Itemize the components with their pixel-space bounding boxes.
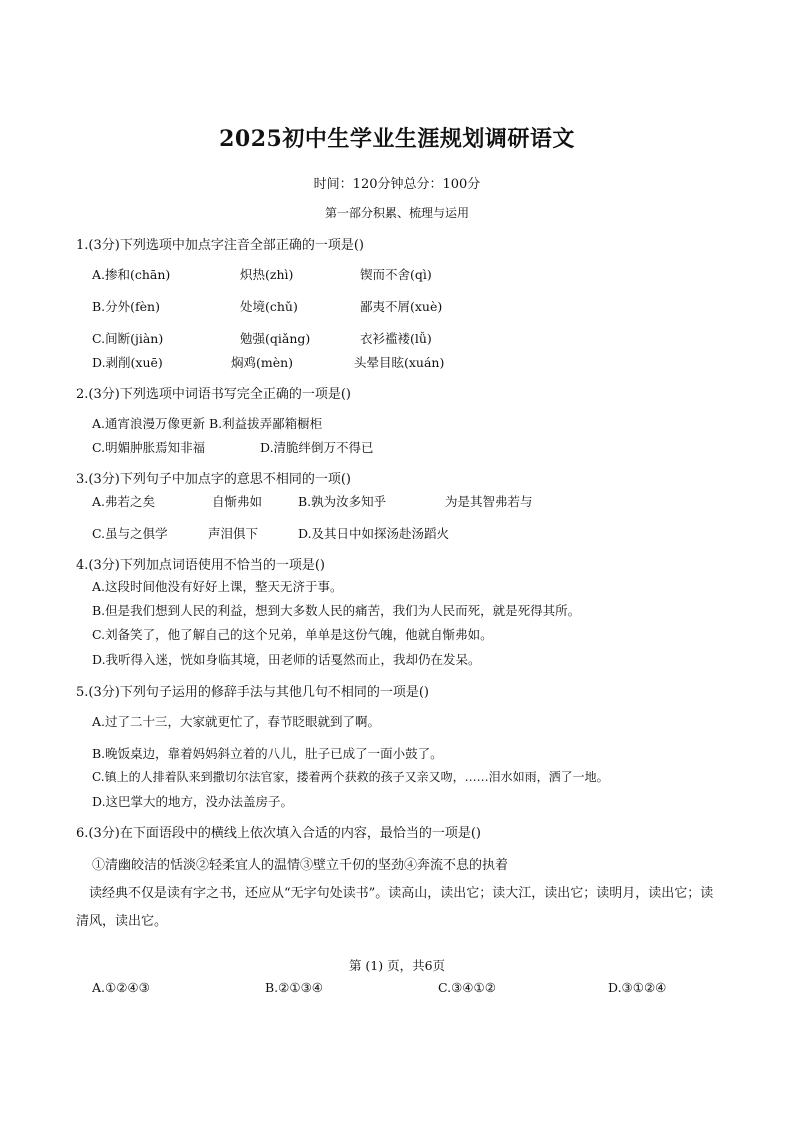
q4-option-d: D.我听得入迷，恍如身临其境，田老师的话戛然而止，我却仍在发呆。 [92, 652, 481, 667]
q1-option-b-item1: B.分外(fèn) [92, 299, 160, 314]
question-6-stem: 6.(3分)在下面语段中的横线上依次填入合适的内容，最恰当的一项是() [76, 826, 481, 841]
question-5-stem: 5.(3分)下列句子运用的修辞手法与其他几句不相同的一项是() [76, 685, 429, 700]
q3-option-c-item2: 声泪俱下 [208, 526, 259, 541]
q2-option-c: C.明媚肿胀焉知非福 [92, 440, 206, 455]
question-1-stem: 1.(3分)下列选项中加点字注音全部正确的一项是() [76, 238, 364, 253]
q6-passage: 读经典不仅是读有字之书，还应从“无字句处读书”。读高山，读出它；读大江，读出它；读明月，读出它；读清风，读出它。 [76, 886, 714, 929]
q2-options-ab: A.通宵浪漫万像更新 B.利益拔弄鄙箱橱柜 [92, 416, 323, 431]
q1-option-a-item2: 炽热(zhì) [240, 267, 294, 282]
q4-option-b: B.但是我们想到人民的利益，想到大多数人民的痛苦，我们为人民而死，就是死得其所。 [92, 603, 581, 618]
q6-answer-a: A.①②④③ [92, 980, 150, 995]
q1-option-c-item1: C.间断(jiàn) [92, 331, 164, 346]
q3-option-b-item1: B.孰为汝多知乎 [298, 494, 387, 509]
q3-option-a-item2: 自惭弗如 [212, 494, 263, 509]
q5-option-b: B.晚饭桌边，靠着妈妈斜立着的八儿，肚子已成了一面小鼓了。 [92, 746, 443, 761]
q1-option-d-item3: 头晕目眩(xuán) [354, 355, 445, 370]
q3-option-a-item1: A.弗若之矣 [92, 494, 156, 509]
q5-option-a: A.过了二十三，大家就更忙了，春节眨眼就到了啊。 [92, 714, 381, 729]
question-3-stem: 3.(3分)下列句子中加点字的意思不相同的一项() [76, 472, 351, 487]
q6-answer-d: D.③①②④ [608, 980, 667, 995]
q6-answer-b: B.②①③④ [265, 980, 323, 995]
q6-answer-c: C.③④①② [438, 980, 496, 995]
q1-option-b-item2: 处境(chǔ) [240, 299, 298, 314]
section-heading: 第一部分积累、梳理与运用 [324, 206, 469, 220]
question-4-stem: 4.(3分)下列加点词语使用不恰当的一项是() [76, 558, 325, 573]
page-footer: 第 (1) 页，共6页 [348, 958, 446, 973]
q1-option-a-item1: A.掺和(chān) [92, 267, 171, 282]
q3-option-c-item1: C.虽与之俱学 [92, 526, 168, 541]
q4-option-c: C.刘备笑了，他了解自己的这个兄弟，单单是这份气魄，他就自惭弗如。 [92, 627, 493, 642]
q2-option-d: D.清脆绊倒万不得已 [260, 440, 374, 455]
q1-option-b-item3: 鄙夷不屑(xuè) [360, 299, 443, 314]
q4-option-a: A.这段时间他没有好好上课，整天无济于事。 [92, 579, 343, 594]
q1-option-c-item2: 勉强(qiǎng) [240, 331, 311, 346]
q1-option-d-item2: 焖鸡(mèn) [231, 355, 294, 370]
q1-option-d-item1: D.剥削(xuē) [92, 355, 163, 370]
q1-option-a-item3: 锲而不舍(qì) [360, 267, 432, 282]
question-2-stem: 2.(3分)下列选项中词语书写完全正确的一项是() [76, 387, 351, 402]
q6-fill-items: ①清幽皎洁的恬淡②轻柔宜人的温情③壁立千仞的坚劲④奔流不息的执着 [92, 858, 509, 873]
q5-option-c: C.镇上的人排着队来到撒切尔法官家，搂着两个获救的孩子又亲又吻，……泪水如雨，洒了一地。 [92, 770, 609, 784]
page-title: 2025初中生学业生涯规划调研语文 [219, 126, 575, 152]
exam-time-info: 时间：120分钟总分：100分 [313, 177, 481, 192]
q3-option-b-item2: 为是其智弗若与 [445, 494, 533, 509]
q1-option-c-item3: 衣衫褴褛(lǚ) [360, 331, 432, 346]
q3-option-d: D.及其日中如探汤赴汤蹈火 [298, 526, 450, 541]
q5-option-d: D.这巴掌大的地方，没办法盖房子。 [92, 794, 294, 809]
